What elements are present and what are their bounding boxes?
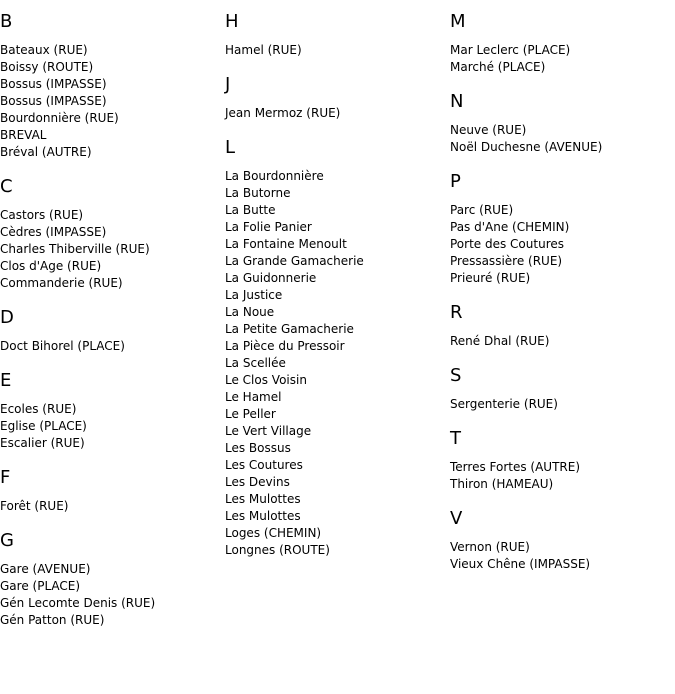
street-name: Pas d'Ane (CHEMIN) <box>450 220 570 234</box>
street-name: Hamel (RUE) <box>225 43 302 57</box>
street-name: La Folie Panier <box>225 220 312 234</box>
letter-section <box>0 515 222 629</box>
street-name: Forêt (RUE) <box>0 499 69 513</box>
street-list <box>0 498 222 515</box>
street-name: Eglise (PLACE) <box>0 419 87 433</box>
street-list <box>450 539 675 573</box>
street-name: Terres Fortes (AUTRE) <box>450 460 581 474</box>
section-letter-heading: E <box>0 370 12 391</box>
street-name: Mar Leclerc (PLACE) <box>450 43 571 57</box>
street-name: Doct Bihorel (PLACE) <box>0 339 125 353</box>
street-name: Vieux Chêne (IMPASSE) <box>450 557 591 571</box>
street-name: René Dhal (RUE) <box>450 334 550 348</box>
street-name: Gén Patton (RUE) <box>0 613 105 627</box>
street-name: La Scellée <box>225 356 286 370</box>
section-letter-heading: N <box>450 91 464 112</box>
section-letter-heading: L <box>225 137 236 158</box>
section-letter-heading: R <box>450 302 463 323</box>
street-name: Longnes (ROUTE) <box>225 543 330 557</box>
street-name: Commanderie (RUE) <box>0 276 123 290</box>
street-name: Bourdonnière (RUE) <box>0 111 119 125</box>
street-name: La Butte <box>225 203 276 217</box>
street-name: La Fontaine Menoult <box>225 237 347 251</box>
street-name: Prieuré (RUE) <box>450 271 531 285</box>
street-list <box>0 42 222 161</box>
street-name: Escalier (RUE) <box>0 436 85 450</box>
street-name: Bateaux (RUE) <box>0 43 88 57</box>
street-name: Les Mulottes <box>225 492 301 506</box>
street-name: La Justice <box>225 288 283 302</box>
section-letter-heading: S <box>450 365 462 386</box>
street-name: Les Coutures <box>225 458 303 472</box>
street-name: Les Devins <box>225 475 290 489</box>
street-name: Charles Thiberville (RUE) <box>0 242 150 256</box>
street-name: Parc (RUE) <box>450 203 514 217</box>
street-list <box>0 338 222 355</box>
street-name: La Noue <box>225 305 275 319</box>
letter-section <box>0 452 222 515</box>
street-list <box>0 561 222 629</box>
street-name: Ecoles (RUE) <box>0 402 77 416</box>
street-name: Le Hamel <box>225 390 282 404</box>
street-name: Loges (CHEMIN) <box>225 526 322 540</box>
letter-section <box>450 350 675 413</box>
letter-section <box>0 0 222 161</box>
section-letter-heading: V <box>450 508 463 529</box>
street-list <box>0 207 222 292</box>
street-name: Gén Lecomte Denis (RUE) <box>0 596 156 610</box>
letter-section <box>450 76 675 156</box>
section-letter-heading: P <box>450 171 461 192</box>
street-name: Bossus (IMPASSE) <box>0 77 107 91</box>
street-column <box>450 0 675 573</box>
letter-section <box>225 0 447 59</box>
section-letter-heading: H <box>225 11 239 32</box>
street-name: Jean Mermoz (RUE) <box>225 106 341 120</box>
street-name: La Pièce du Pressoir <box>225 339 345 353</box>
street-name: Le Clos Voisin <box>225 373 307 387</box>
street-list <box>450 122 675 156</box>
section-letter-heading: M <box>450 11 466 32</box>
letter-section <box>0 355 222 452</box>
street-name: La Butorne <box>225 186 291 200</box>
street-name: Noël Duchesne (AVENUE) <box>450 140 603 154</box>
street-column <box>0 0 222 629</box>
letter-section <box>450 0 675 76</box>
street-name: La Grande Gamacherie <box>225 254 364 268</box>
street-name: Cèdres (IMPASSE) <box>0 225 107 239</box>
street-list <box>225 168 447 559</box>
street-name: Gare (PLACE) <box>0 579 81 593</box>
section-letter-heading: B <box>0 11 13 32</box>
street-name: Les Mulottes <box>225 509 301 523</box>
letter-section <box>0 161 222 292</box>
street-name: BREVAL <box>0 128 47 142</box>
street-list <box>0 401 222 452</box>
street-name: Le Vert Village <box>225 424 312 438</box>
section-letter-heading: J <box>225 74 231 95</box>
letter-section <box>225 122 447 559</box>
street-list <box>450 396 675 413</box>
letter-section <box>450 413 675 493</box>
letter-section <box>450 156 675 287</box>
street-name: La Guidonnerie <box>225 271 317 285</box>
section-letter-heading: G <box>0 530 14 551</box>
street-list <box>450 202 675 287</box>
section-letter-heading: D <box>0 307 14 328</box>
letter-section <box>450 287 675 350</box>
street-list <box>450 459 675 493</box>
street-name: Boissy (ROUTE) <box>0 60 94 74</box>
street-list <box>225 42 447 59</box>
street-name: Porte des Coutures <box>450 237 564 251</box>
street-name: Bréval (AUTRE) <box>0 145 92 159</box>
section-letter-heading: F <box>0 467 11 488</box>
letter-section <box>225 59 447 122</box>
street-name: Les Bossus <box>225 441 291 455</box>
street-column <box>225 0 447 559</box>
street-name: Thiron (HAMEAU) <box>450 477 554 491</box>
street-name: Vernon (RUE) <box>450 540 530 554</box>
street-list <box>450 42 675 76</box>
section-letter-heading: C <box>0 176 13 197</box>
street-name: La Bourdonnière <box>225 169 324 183</box>
street-name: Le Peller <box>225 407 276 421</box>
street-name: Gare (AVENUE) <box>0 562 91 576</box>
street-name: Clos d'Age (RUE) <box>0 259 102 273</box>
street-name: Castors (RUE) <box>0 208 84 222</box>
street-name: Pressassière (RUE) <box>450 254 563 268</box>
letter-section <box>450 493 675 573</box>
section-letter-heading: T <box>450 428 461 449</box>
street-name: Marché (PLACE) <box>450 60 546 74</box>
street-list <box>225 105 447 122</box>
street-name: Neuve (RUE) <box>450 123 527 137</box>
street-name: Bossus (IMPASSE) <box>0 94 107 108</box>
letter-section <box>0 292 222 355</box>
street-list <box>450 333 675 350</box>
street-name: La Petite Gamacherie <box>225 322 354 336</box>
street-name: Sergenterie (RUE) <box>450 397 558 411</box>
